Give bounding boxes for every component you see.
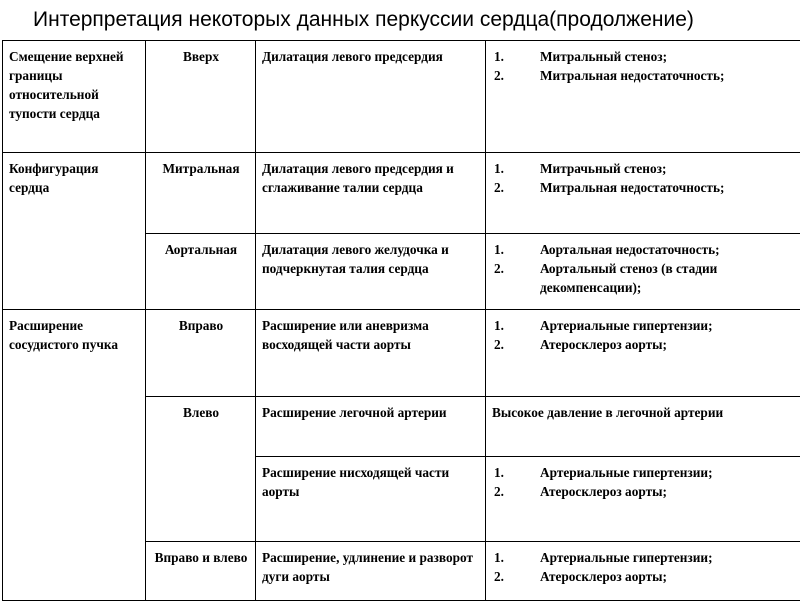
causes-cell: Высокое давление в легочной артерии — [486, 397, 800, 457]
finding-cell: Дилатация левого предсердия — [256, 41, 486, 153]
causes-cell — [486, 234, 800, 310]
finding-cell: Дилатация левого предсердия и сглаживание талии сердца — [256, 153, 486, 234]
direction-cell: Вправо — [146, 310, 256, 397]
list-text: Митральная недостаточность; — [540, 68, 724, 83]
list-item — [492, 567, 796, 586]
list-item — [492, 259, 796, 297]
list-item — [492, 316, 796, 335]
disease-list — [492, 316, 796, 354]
table-row — [3, 153, 800, 234]
param-cell: Конфигурация сердца — [3, 153, 146, 310]
list-number: 1. — [494, 463, 504, 482]
list-item — [492, 463, 796, 482]
list-text: Митральный стеноз; — [540, 49, 667, 64]
finding-cell: Расширение или аневризма восходящей части аорты — [256, 310, 486, 397]
list-item — [492, 240, 796, 259]
table-row — [3, 41, 800, 153]
list-item — [492, 548, 796, 567]
disease-list — [492, 159, 796, 197]
list-number: 1. — [494, 47, 504, 66]
list-item — [492, 47, 796, 66]
list-number: 2. — [494, 335, 504, 354]
list-text: Артериальные гипертензии; — [540, 550, 713, 565]
finding-cell: Расширение нисходящей части аорты — [256, 457, 486, 542]
list-number: 2. — [494, 66, 504, 85]
list-item — [492, 66, 796, 85]
finding-cell: Дилатация левого желудочка и подчеркнутая талия сердца — [256, 234, 486, 310]
disease-list — [492, 47, 796, 85]
list-number: 2. — [494, 482, 504, 501]
causes-cell — [486, 41, 800, 153]
list-number: 1. — [494, 159, 504, 178]
direction-cell: Вверх — [146, 41, 256, 153]
list-text: Артериальные гипертензии; — [540, 318, 713, 333]
direction-cell: Влево — [146, 397, 256, 542]
direction-cell: Митральная — [146, 153, 256, 234]
list-text: Атеросклероз аорты; — [540, 484, 667, 499]
finding-cell: Расширение, удлинение и разворот дуги аорты — [256, 542, 486, 601]
list-text: Артериальные гипертензии; — [540, 465, 713, 480]
table-row — [3, 310, 800, 397]
list-text: Митрачьный стеноз; — [540, 161, 666, 176]
finding-cell: Расширение легочной артерии — [256, 397, 486, 457]
list-number: 1. — [494, 240, 504, 259]
disease-list — [492, 548, 796, 586]
list-number: 1. — [494, 548, 504, 567]
direction-cell: Аортальная — [146, 234, 256, 310]
causes-cell — [486, 542, 800, 601]
list-text: Атеросклероз аорты; — [540, 569, 667, 584]
param-cell: Расширение сосудистого пучка — [3, 310, 146, 601]
page-title: Интерпретация некоторых данных перкуссии сердца(продолжение) — [33, 8, 694, 32]
percussion-table — [2, 40, 800, 601]
disease-list — [492, 463, 796, 501]
causes-cell — [486, 310, 800, 397]
list-number: 2. — [494, 178, 504, 197]
disease-list — [492, 240, 796, 297]
list-number: 2. — [494, 567, 504, 586]
causes-cell — [486, 153, 800, 234]
param-cell: Смещение верхней границы относительной тупости сердца — [3, 41, 146, 153]
list-number: 2. — [494, 259, 504, 278]
list-text: Аортальный стеноз (в стадии декомпенсации); — [540, 261, 717, 295]
list-item — [492, 335, 796, 354]
list-item — [492, 159, 796, 178]
list-text: Аортальная недостаточность; — [540, 242, 720, 257]
list-item — [492, 482, 796, 501]
list-item — [492, 178, 796, 197]
direction-cell: Вправо и влево — [146, 542, 256, 601]
list-number: 1. — [494, 316, 504, 335]
causes-cell — [486, 457, 800, 542]
list-text: Атеросклероз аорты; — [540, 337, 667, 352]
list-text: Митральная недостаточность; — [540, 180, 724, 195]
